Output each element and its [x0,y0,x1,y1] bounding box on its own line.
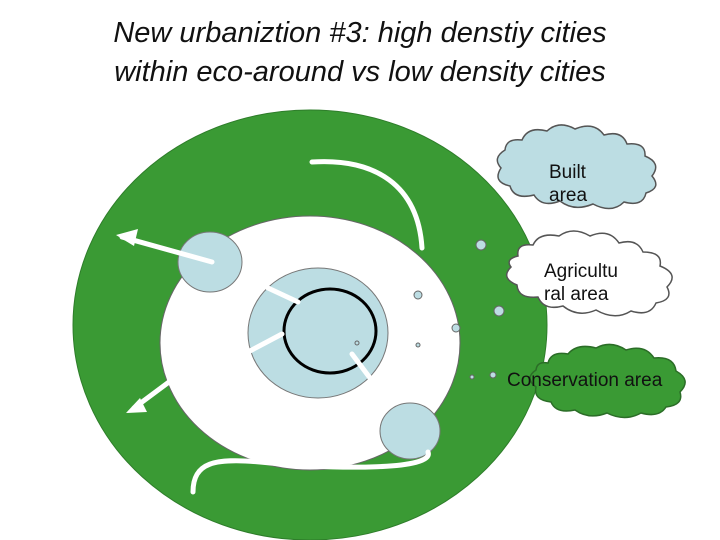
title-line-1: New urbaniztion #3: high denstiy cities [113,17,607,49]
satellite-city-south [380,403,440,459]
title-line-2: within eco-around vs low density cities [114,56,606,88]
conservation-area-label: Conservation area [507,370,663,391]
slide-title [0,14,720,92]
built-area-label-line-1: Built [549,162,586,183]
agricultural-area-label [544,260,634,306]
built-area-label [549,161,619,207]
agricultural-area-label-line-2: ral area [544,284,609,305]
built-area-label-line-2: area [549,185,588,206]
agricultural-area-label-line-1: Agricultu [544,261,618,282]
